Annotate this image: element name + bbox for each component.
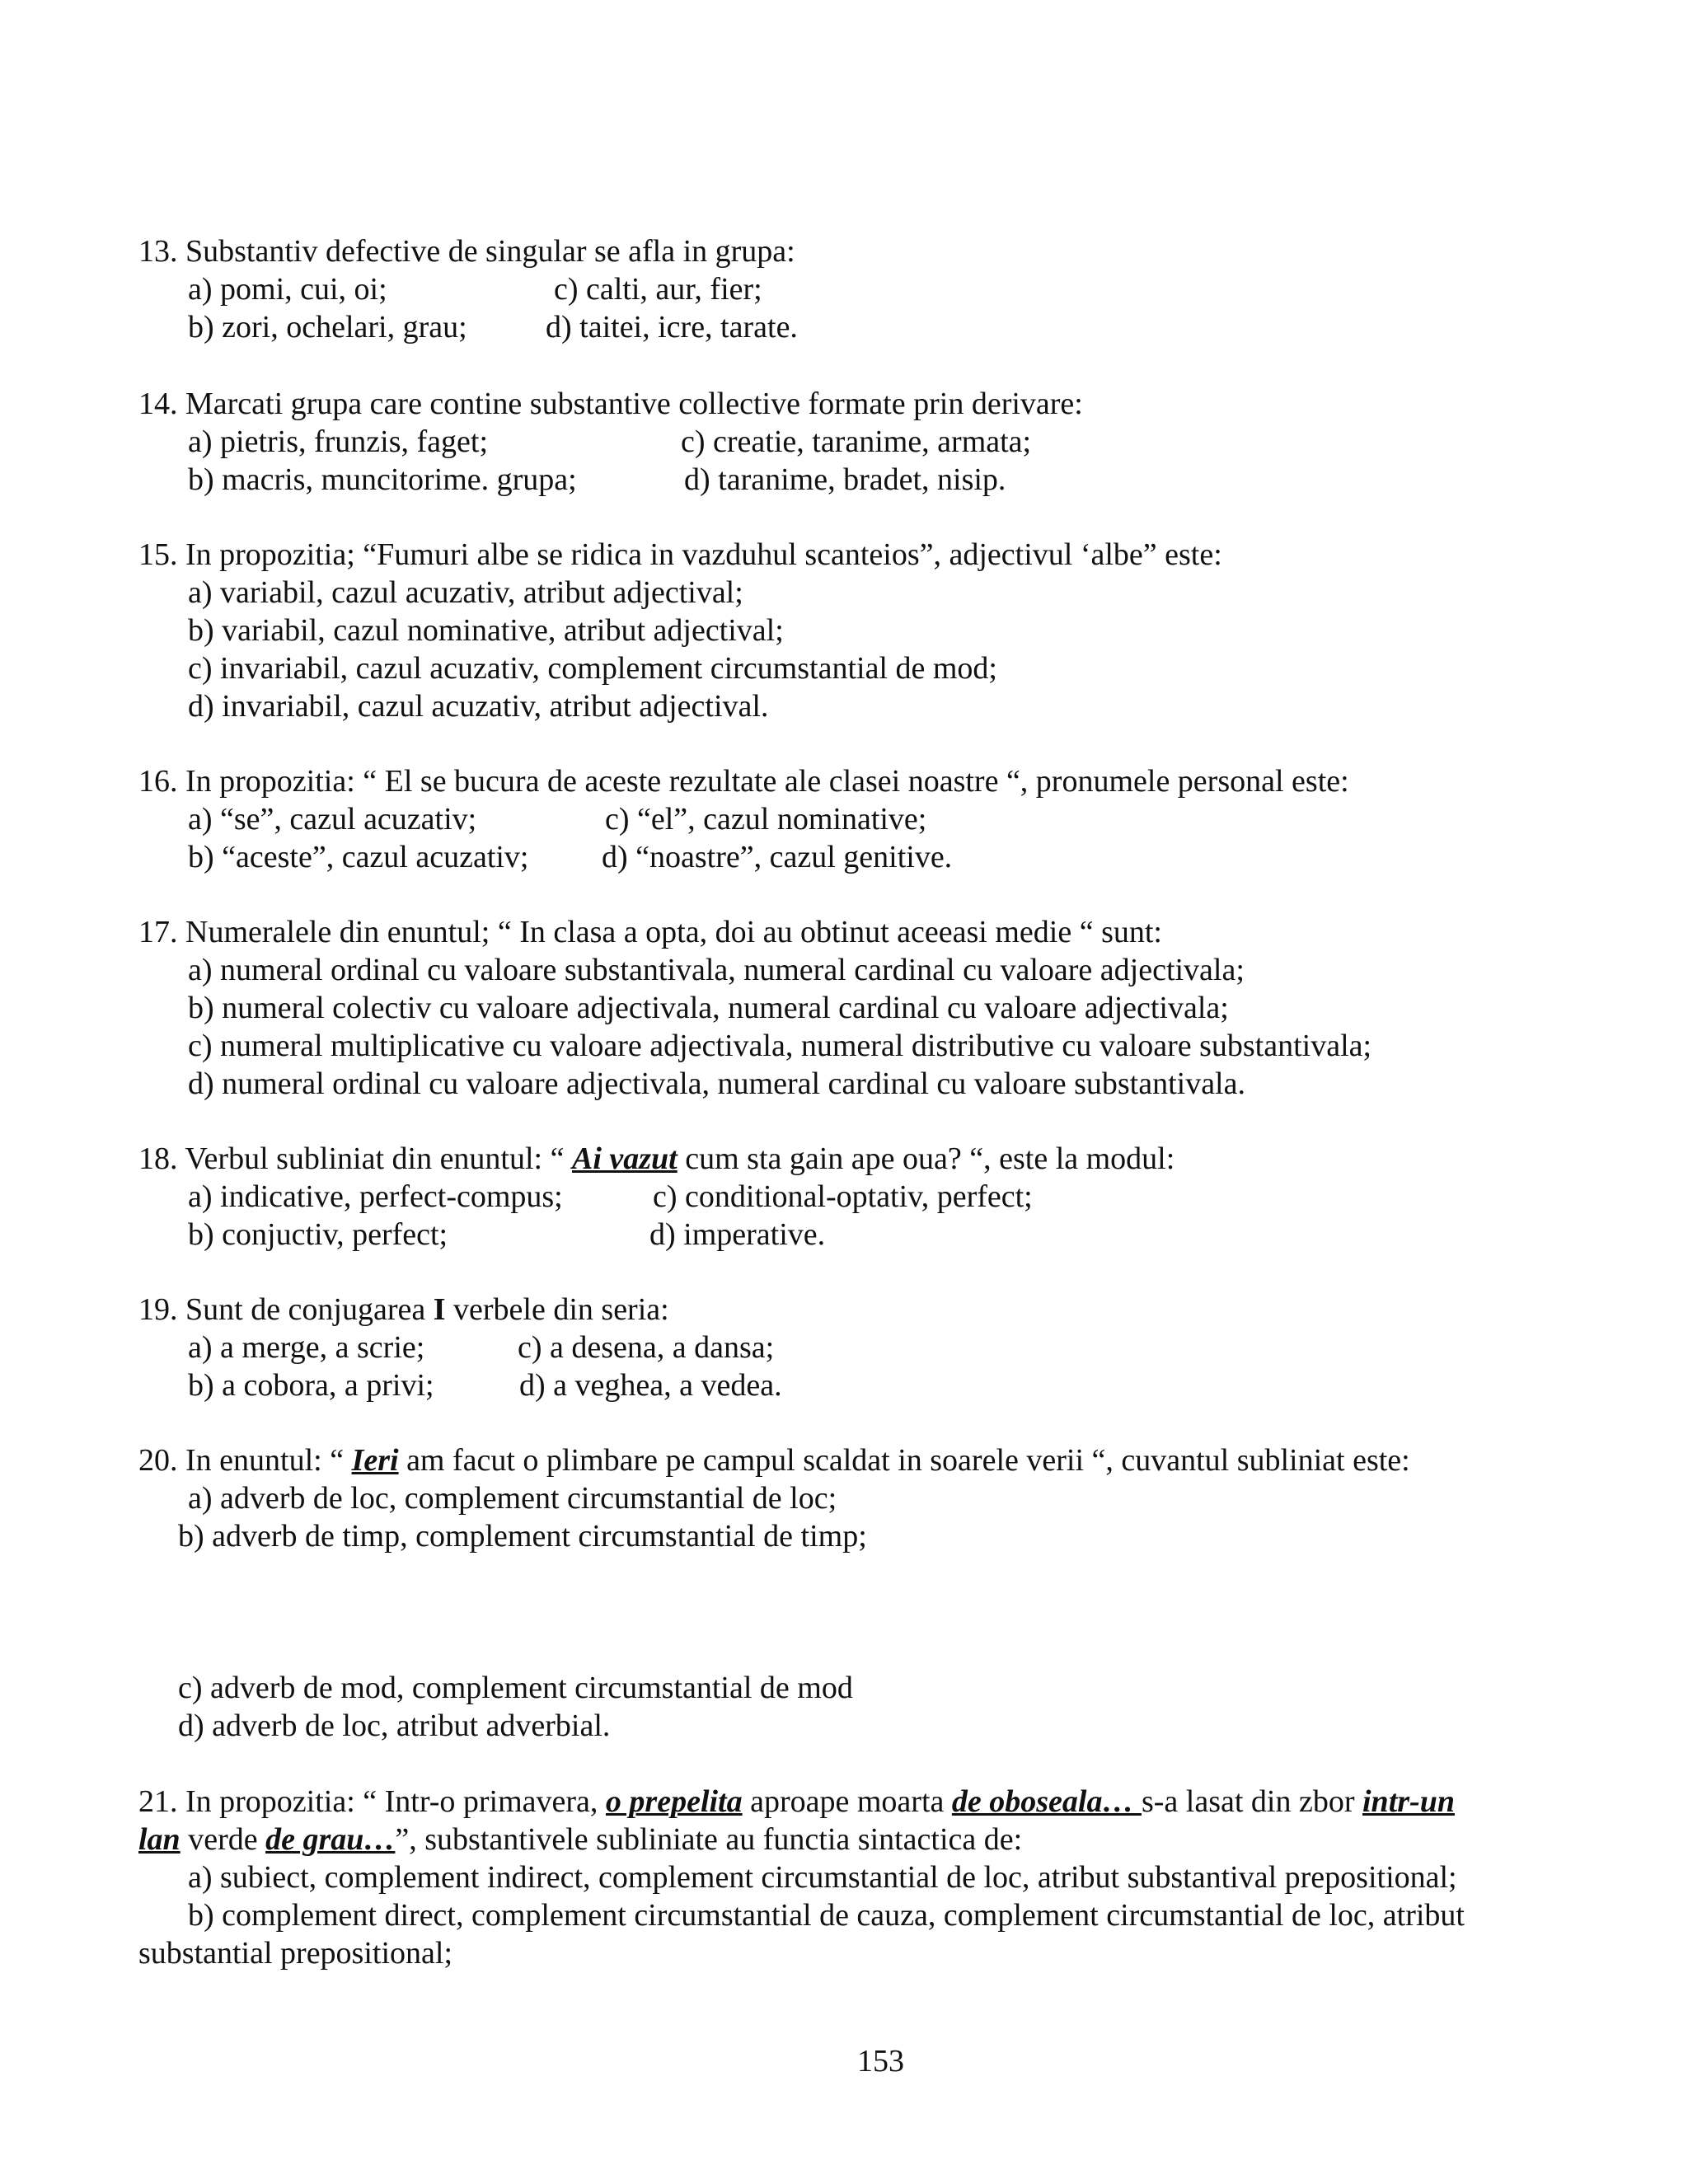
q21-underlined-1: o prepelita [605,1784,743,1819]
q20-stem [138,1441,1410,1479]
q21-option-a: a) subiect, complement indirect, complement circumstantial de loc, atribut substantival prepositional; [188,1860,1457,1895]
q13-option-b: b) zori, ochelari, grau; [188,310,467,344]
q14-option-a: a) pietris, frunzis, faget; [188,424,489,459]
q18-option-b: b) conjuctiv, perfect; [188,1217,448,1252]
q15-option-c: c) invariabil, cazul acuzativ, complement circumstantial de mod; [188,651,997,686]
q19-option-a: a) a merge, a scrie; [188,1330,425,1365]
q17-option-a: a) numeral ordinal cu valoare substantivala, numeral cardinal cu valoare adjectivala; [188,953,1245,987]
q15-option-b: b) variabil, cazul nominative, atribut adjectival; [188,613,784,648]
q19-stem-prefix: 19. Sunt de conjugarea [138,1292,434,1327]
q13-option-c: c) calti, aur, fier; [554,272,762,307]
q19-option-d: d) a veghea, a vedea. [519,1368,782,1403]
q18-stem-prefix: 18. Verbul subliniat din enuntul: “ [138,1141,572,1176]
q18-option-a: a) indicative, perfect-compus; [188,1179,563,1214]
q21-text-1: 21. In propozitia: “ Intr-o primavera, [138,1784,606,1819]
q16-stem: 16. In propozitia: “ El se bucura de aceste rezultate ale clasei noastre “, pronumele personal este: [138,764,1349,799]
q14-option-b: b) macris, muncitorime. grupa; [188,462,577,497]
q18-stem-suffix: cum sta gain ape oua? “, este la modul: [677,1141,1175,1176]
q20-stem-prefix: 20. In enuntul: “ [138,1443,352,1478]
q21-stem-line1 [138,1783,1455,1821]
q17-option-b: b) numeral colectiv cu valoare adjectivala, numeral cardinal cu valoare adjectivala; [188,991,1229,1025]
q18-option-d: d) imperative. [649,1217,826,1252]
q21-stem-line2 [138,1821,1022,1858]
q17-option-c: c) numeral multiplicative cu valoare adjectivala, numeral distributive cu valoare substantivala; [188,1029,1372,1063]
q18-stem [138,1140,1175,1178]
q19-conjugation-number: I [433,1292,446,1327]
q21-text-3: s-a lasat din zbor [1141,1784,1362,1819]
q20-underlined-word: Ieri [351,1443,399,1478]
q13-option-d: d) taitei, icre, tarate. [546,310,798,344]
q17-option-d: d) numeral ordinal cu valoare adjectivala, numeral cardinal cu valoare substantivala. [188,1066,1245,1101]
q19-option-b: b) a cobora, a privi; [188,1368,434,1403]
q18-underlined-verb: Ai vazut [571,1141,678,1176]
q16-option-c: c) “el”, cazul nominative; [605,802,927,837]
q17-stem: 17. Numeralele din enuntul; “ In clasa a opta, doi au obtinut aceeasi medie “ sunt: [138,915,1162,949]
q15-stem: 15. In propozitia; “Fumuri albe se ridica in vazduhul scanteios”, adjectivul ‘albe” este: [138,537,1222,572]
q21-underlined-3: intr-un [1362,1784,1455,1819]
q19-stem [138,1291,669,1329]
q13-option-a: a) pomi, cui, oi; [188,272,387,307]
q21-text-2: aproape moarta [742,1784,952,1819]
q15-option-d: d) invariabil, cazul acuzativ, atribut adjectival. [188,689,769,724]
q20-option-c: c) adverb de mod, complement circumstantial de mod [178,1671,853,1705]
q20-option-d: d) adverb de loc, atribut adverbial. [178,1708,611,1743]
q15-option-a: a) variabil, cazul acuzativ, atribut adjectival; [188,575,743,610]
q14-option-c: c) creatie, taranime, armata; [681,424,1032,459]
q20-option-b: b) adverb de timp, complement circumstantial de timp; [178,1519,867,1554]
q21-text-4: verde [180,1822,266,1857]
q16-option-a: a) “se”, cazul acuzativ; [188,802,477,837]
q18-option-c: c) conditional-optativ, perfect; [653,1179,1033,1214]
q21-option-b-line2: substantial prepositional; [138,1936,453,1971]
q21-underlined-2: de oboseala… [951,1784,1142,1819]
q20-option-a: a) adverb de loc, complement circumstantial de loc; [188,1481,837,1516]
page-number: 153 [857,2044,904,2079]
q21-underlined-5: de grau… [265,1822,396,1857]
q13-stem: 13. Substantiv defective de singular se afla in grupa: [138,234,795,269]
q19-option-c: c) a desena, a dansa; [518,1330,775,1365]
q21-option-b-line1: b) complement direct, complement circumstantial de cauza, complement circumstantial de loc, atribut [188,1898,1465,1933]
q16-option-d: d) “noastre”, cazul genitive. [602,840,953,874]
q16-option-b: b) “aceste”, cazul acuzativ; [188,840,529,874]
q20-stem-suffix: am facut o plimbare pe campul scaldat in soarele verii “, cuvantul subliniat este: [398,1443,1410,1478]
q19-stem-suffix: verbele din seria: [445,1292,669,1327]
q21-text-5: ”, substantivele subliniate au functia sintactica de: [395,1822,1023,1857]
q14-stem: 14. Marcati grupa care contine substantive collective formate prin derivare: [138,387,1083,421]
q21-underlined-4: lan [138,1822,181,1857]
q14-option-d: d) taranime, bradet, nisip. [684,462,1006,497]
